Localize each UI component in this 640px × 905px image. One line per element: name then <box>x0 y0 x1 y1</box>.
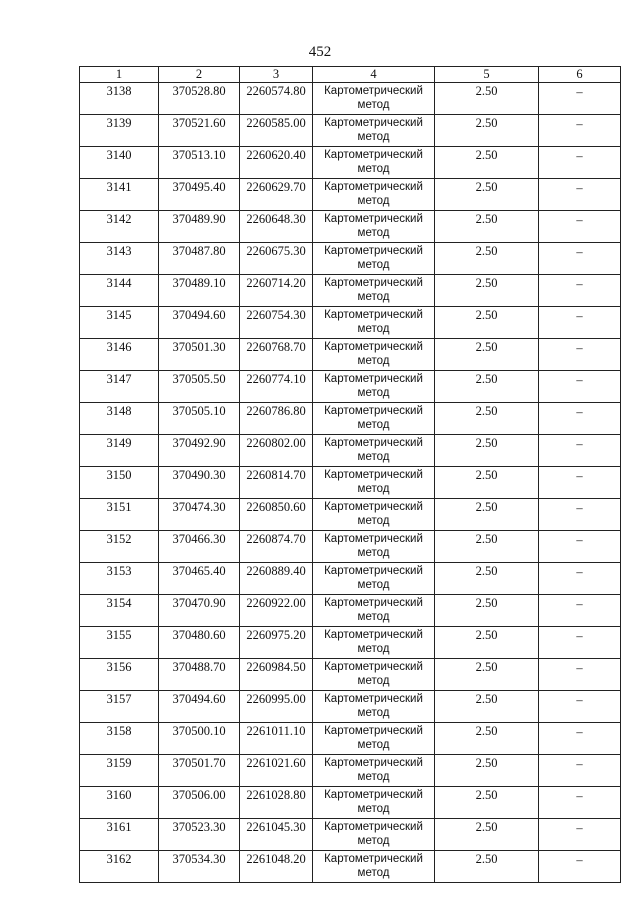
note-cell: – <box>539 179 621 211</box>
column-header-3: 3 <box>240 67 313 83</box>
accuracy-cell: 2.50 <box>435 83 539 115</box>
method-cell: Картометрический метод <box>313 691 435 723</box>
x-coordinate-cell: 370501.70 <box>159 755 240 787</box>
column-header-2: 2 <box>159 67 240 83</box>
note-cell: – <box>539 691 621 723</box>
note-cell: – <box>539 371 621 403</box>
column-header-4: 4 <box>313 67 435 83</box>
note-cell: – <box>539 115 621 147</box>
x-coordinate-cell: 370523.30 <box>159 819 240 851</box>
method-cell: Картометрический метод <box>313 339 435 371</box>
y-coordinate-cell: 2260786.80 <box>240 403 313 435</box>
y-coordinate-cell: 2260984.50 <box>240 659 313 691</box>
x-coordinate-cell: 370505.10 <box>159 403 240 435</box>
x-coordinate-cell: 370528.80 <box>159 83 240 115</box>
method-cell: Картометрический метод <box>313 435 435 467</box>
note-cell: – <box>539 627 621 659</box>
note-cell: – <box>539 819 621 851</box>
x-coordinate-cell: 370470.90 <box>159 595 240 627</box>
x-coordinate-cell: 370489.10 <box>159 275 240 307</box>
x-coordinate-cell: 370480.60 <box>159 627 240 659</box>
accuracy-cell: 2.50 <box>435 595 539 627</box>
point-number-cell: 3159 <box>80 755 159 787</box>
y-coordinate-cell: 2260850.60 <box>240 499 313 531</box>
note-cell: – <box>539 211 621 243</box>
x-coordinate-cell: 370466.30 <box>159 531 240 563</box>
x-coordinate-cell: 370506.00 <box>159 787 240 819</box>
y-coordinate-cell: 2260889.40 <box>240 563 313 595</box>
table-row <box>80 723 621 755</box>
point-number-cell: 3153 <box>80 563 159 595</box>
coordinates-table <box>79 66 621 883</box>
note-cell: – <box>539 307 621 339</box>
y-coordinate-cell: 2260802.00 <box>240 435 313 467</box>
y-coordinate-cell: 2261048.20 <box>240 851 313 883</box>
x-coordinate-cell: 370500.10 <box>159 723 240 755</box>
note-cell: – <box>539 531 621 563</box>
column-header-5: 5 <box>435 67 539 83</box>
method-cell: Картометрический метод <box>313 83 435 115</box>
y-coordinate-cell: 2260714.20 <box>240 275 313 307</box>
point-number-cell: 3147 <box>80 371 159 403</box>
table-row <box>80 531 621 563</box>
accuracy-cell: 2.50 <box>435 723 539 755</box>
point-number-cell: 3157 <box>80 691 159 723</box>
table-row <box>80 851 621 883</box>
x-coordinate-cell: 370465.40 <box>159 563 240 595</box>
accuracy-cell: 2.50 <box>435 499 539 531</box>
point-number-cell: 3160 <box>80 787 159 819</box>
accuracy-cell: 2.50 <box>435 787 539 819</box>
page-number: 452 <box>308 44 332 60</box>
x-coordinate-cell: 370487.80 <box>159 243 240 275</box>
method-cell: Картометрический метод <box>313 755 435 787</box>
point-number-cell: 3155 <box>80 627 159 659</box>
y-coordinate-cell: 2261045.30 <box>240 819 313 851</box>
method-cell: Картометрический метод <box>313 819 435 851</box>
method-cell: Картометрический метод <box>313 147 435 179</box>
table-row <box>80 307 621 339</box>
method-cell: Картометрический метод <box>313 851 435 883</box>
accuracy-cell: 2.50 <box>435 627 539 659</box>
table-row <box>80 467 621 499</box>
point-number-cell: 3139 <box>80 115 159 147</box>
x-coordinate-cell: 370495.40 <box>159 179 240 211</box>
x-coordinate-cell: 370534.30 <box>159 851 240 883</box>
y-coordinate-cell: 2260874.70 <box>240 531 313 563</box>
x-coordinate-cell: 370492.90 <box>159 435 240 467</box>
point-number-cell: 3138 <box>80 83 159 115</box>
x-coordinate-cell: 370488.70 <box>159 659 240 691</box>
point-number-cell: 3156 <box>80 659 159 691</box>
note-cell: – <box>539 467 621 499</box>
point-number-cell: 3158 <box>80 723 159 755</box>
accuracy-cell: 2.50 <box>435 307 539 339</box>
note-cell: – <box>539 595 621 627</box>
y-coordinate-cell: 2260922.00 <box>240 595 313 627</box>
table-row <box>80 403 621 435</box>
note-cell: – <box>539 851 621 883</box>
method-cell: Картометрический метод <box>313 787 435 819</box>
note-cell: – <box>539 147 621 179</box>
point-number-cell: 3162 <box>80 851 159 883</box>
y-coordinate-cell: 2260814.70 <box>240 467 313 499</box>
point-number-cell: 3141 <box>80 179 159 211</box>
note-cell: – <box>539 403 621 435</box>
method-cell: Картометрический метод <box>313 307 435 339</box>
y-coordinate-cell: 2260675.30 <box>240 243 313 275</box>
y-coordinate-cell: 2261021.60 <box>240 755 313 787</box>
table-header-row <box>80 67 621 83</box>
method-cell: Картометрический метод <box>313 723 435 755</box>
table-row <box>80 83 621 115</box>
x-coordinate-cell: 370490.30 <box>159 467 240 499</box>
note-cell: – <box>539 499 621 531</box>
table-body <box>80 83 621 883</box>
table-row <box>80 147 621 179</box>
accuracy-cell: 2.50 <box>435 819 539 851</box>
note-cell: – <box>539 435 621 467</box>
point-number-cell: 3150 <box>80 467 159 499</box>
x-coordinate-cell: 370513.10 <box>159 147 240 179</box>
accuracy-cell: 2.50 <box>435 243 539 275</box>
table-row <box>80 563 621 595</box>
method-cell: Картометрический метод <box>313 371 435 403</box>
method-cell: Картометрический метод <box>313 275 435 307</box>
table-row <box>80 115 621 147</box>
table-row <box>80 659 621 691</box>
method-cell: Картометрический метод <box>313 595 435 627</box>
method-cell: Картометрический метод <box>313 403 435 435</box>
column-header-1: 1 <box>80 67 159 83</box>
accuracy-cell: 2.50 <box>435 403 539 435</box>
point-number-cell: 3151 <box>80 499 159 531</box>
table-row <box>80 819 621 851</box>
y-coordinate-cell: 2260774.10 <box>240 371 313 403</box>
note-cell: – <box>539 83 621 115</box>
accuracy-cell: 2.50 <box>435 275 539 307</box>
point-number-cell: 3143 <box>80 243 159 275</box>
accuracy-cell: 2.50 <box>435 755 539 787</box>
table-row <box>80 691 621 723</box>
table-row <box>80 371 621 403</box>
accuracy-cell: 2.50 <box>435 659 539 691</box>
column-header-6: 6 <box>539 67 621 83</box>
y-coordinate-cell: 2260768.70 <box>240 339 313 371</box>
accuracy-cell: 2.50 <box>435 435 539 467</box>
note-cell: – <box>539 723 621 755</box>
table-row <box>80 179 621 211</box>
x-coordinate-cell: 370521.60 <box>159 115 240 147</box>
y-coordinate-cell: 2260574.80 <box>240 83 313 115</box>
table-row <box>80 275 621 307</box>
y-coordinate-cell: 2260629.70 <box>240 179 313 211</box>
accuracy-cell: 2.50 <box>435 371 539 403</box>
point-number-cell: 3152 <box>80 531 159 563</box>
note-cell: – <box>539 339 621 371</box>
method-cell: Картометрический метод <box>313 179 435 211</box>
accuracy-cell: 2.50 <box>435 691 539 723</box>
y-coordinate-cell: 2260995.00 <box>240 691 313 723</box>
method-cell: Картометрический метод <box>313 531 435 563</box>
note-cell: – <box>539 563 621 595</box>
method-cell: Картометрический метод <box>313 627 435 659</box>
point-number-cell: 3154 <box>80 595 159 627</box>
table-row <box>80 339 621 371</box>
point-number-cell: 3149 <box>80 435 159 467</box>
note-cell: – <box>539 787 621 819</box>
table-row <box>80 243 621 275</box>
table-row <box>80 435 621 467</box>
table-row <box>80 211 621 243</box>
note-cell: – <box>539 243 621 275</box>
point-number-cell: 3148 <box>80 403 159 435</box>
method-cell: Картометрический метод <box>313 499 435 531</box>
note-cell: – <box>539 755 621 787</box>
accuracy-cell: 2.50 <box>435 467 539 499</box>
table-row <box>80 595 621 627</box>
table-row <box>80 755 621 787</box>
y-coordinate-cell: 2260754.30 <box>240 307 313 339</box>
method-cell: Картометрический метод <box>313 563 435 595</box>
y-coordinate-cell: 2260620.40 <box>240 147 313 179</box>
method-cell: Картометрический метод <box>313 211 435 243</box>
y-coordinate-cell: 2260975.20 <box>240 627 313 659</box>
accuracy-cell: 2.50 <box>435 179 539 211</box>
y-coordinate-cell: 2260585.00 <box>240 115 313 147</box>
table-row <box>80 627 621 659</box>
accuracy-cell: 2.50 <box>435 531 539 563</box>
point-number-cell: 3144 <box>80 275 159 307</box>
x-coordinate-cell: 370474.30 <box>159 499 240 531</box>
point-number-cell: 3161 <box>80 819 159 851</box>
accuracy-cell: 2.50 <box>435 851 539 883</box>
point-number-cell: 3142 <box>80 211 159 243</box>
note-cell: – <box>539 659 621 691</box>
point-number-cell: 3145 <box>80 307 159 339</box>
x-coordinate-cell: 370494.60 <box>159 307 240 339</box>
x-coordinate-cell: 370494.60 <box>159 691 240 723</box>
method-cell: Картометрический метод <box>313 243 435 275</box>
x-coordinate-cell: 370489.90 <box>159 211 240 243</box>
table-row <box>80 499 621 531</box>
x-coordinate-cell: 370501.30 <box>159 339 240 371</box>
accuracy-cell: 2.50 <box>435 339 539 371</box>
accuracy-cell: 2.50 <box>435 147 539 179</box>
method-cell: Картометрический метод <box>313 115 435 147</box>
accuracy-cell: 2.50 <box>435 211 539 243</box>
accuracy-cell: 2.50 <box>435 563 539 595</box>
y-coordinate-cell: 2261028.80 <box>240 787 313 819</box>
accuracy-cell: 2.50 <box>435 115 539 147</box>
point-number-cell: 3140 <box>80 147 159 179</box>
method-cell: Картометрический метод <box>313 467 435 499</box>
y-coordinate-cell: 2260648.30 <box>240 211 313 243</box>
point-number-cell: 3146 <box>80 339 159 371</box>
x-coordinate-cell: 370505.50 <box>159 371 240 403</box>
y-coordinate-cell: 2261011.10 <box>240 723 313 755</box>
note-cell: – <box>539 275 621 307</box>
method-cell: Картометрический метод <box>313 659 435 691</box>
table-row <box>80 787 621 819</box>
